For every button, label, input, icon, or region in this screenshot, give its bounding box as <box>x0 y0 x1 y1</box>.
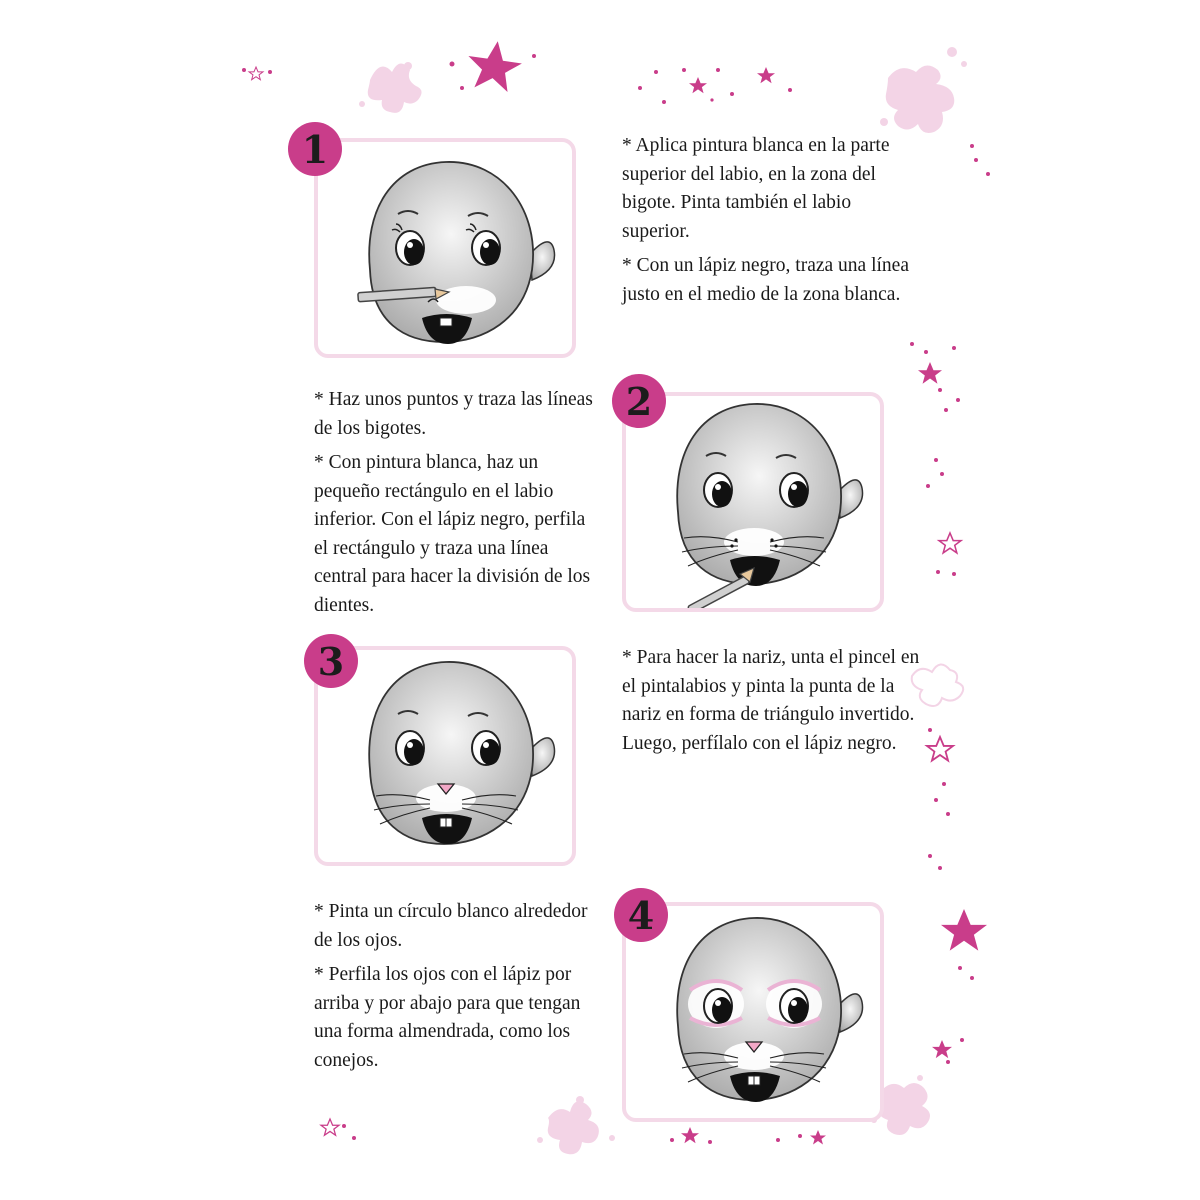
step-3-illustration <box>314 646 576 866</box>
step-2-instructions <box>314 386 604 626</box>
step-4-number-badge: 4 <box>614 888 668 942</box>
step-3-paragraph-1: * Para hacer la nariz, unta el pincel en el pintalabios y pinta la punta de la nariz en forma de triángulo invertido. Luego, perfílalo con el lápiz negro. <box>622 647 920 754</box>
step-2-number-badge: 2 <box>612 374 666 428</box>
face-icon <box>626 396 880 608</box>
step-3-number-badge: 3 <box>304 634 358 688</box>
paint-splash-icon <box>880 47 967 133</box>
step-4-paragraph-1: * Pinta un círculo blanco alrededor de los ojos. <box>314 901 588 951</box>
paint-splash-icon <box>359 62 422 113</box>
step-1-paragraph-1: * Aplica pintura blanca en la parte superior del labio, en la zona del bigote. Pinta también el labio superior. <box>622 135 890 242</box>
step-4-paragraph-2: * Perfila los ojos con el lápiz por arriba y por abajo para que tengan una forma almendrada, como los conejos. <box>314 964 581 1071</box>
step-2-paragraph-1: * Haz unos puntos y traza las líneas de los bigotes. <box>314 389 593 439</box>
step-2-illustration <box>622 392 884 612</box>
step-4-instructions <box>314 898 604 1081</box>
step-1-number-badge: 1 <box>288 122 342 176</box>
step-1-instructions <box>622 132 922 315</box>
face-icon <box>626 906 880 1118</box>
face-icon <box>318 650 572 862</box>
step-1-illustration <box>314 138 576 358</box>
step-4-illustration <box>622 902 884 1122</box>
step-3-instructions <box>622 644 922 764</box>
step-2-paragraph-2: * Con pintura blanca, haz un pequeño rectángulo en el labio inferior. Con el lápiz negro, perfila el rectángulo y traza una línea central para hacer la división de los dientes. <box>314 452 591 616</box>
face-icon <box>318 142 572 354</box>
step-1-paragraph-2: * Con un lápiz negro, traza una línea justo en el medio de la zona blanca. <box>622 255 909 305</box>
